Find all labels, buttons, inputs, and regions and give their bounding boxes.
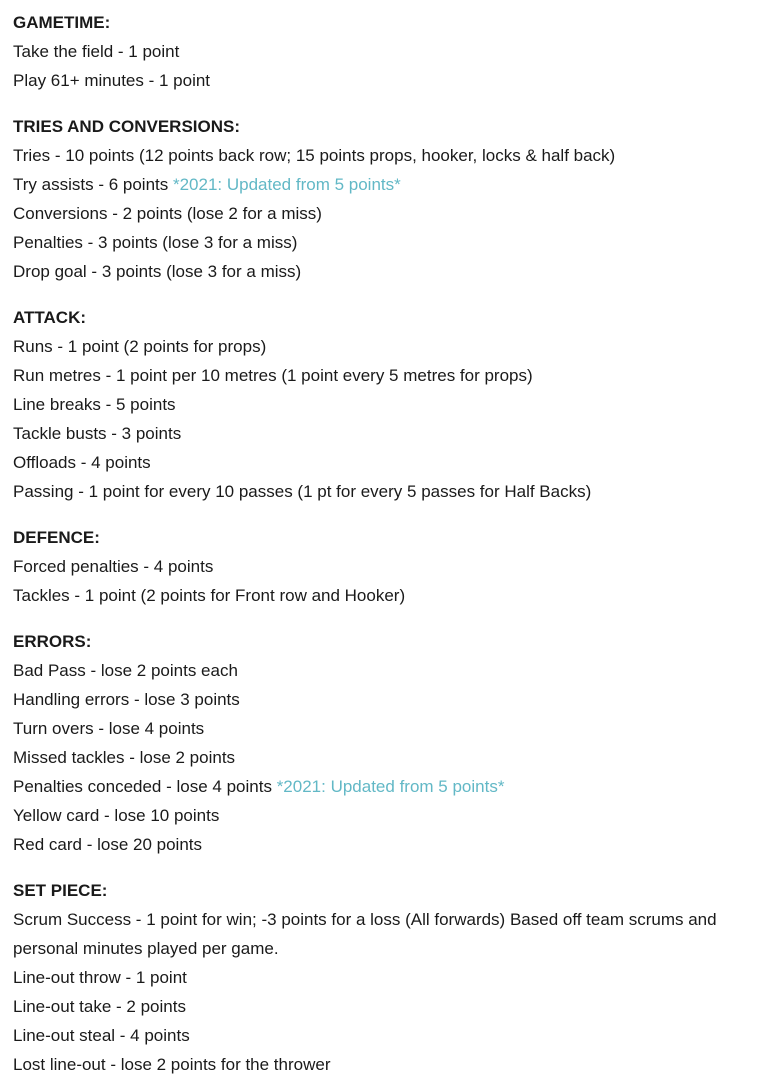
rule-text: Play 61+ minutes - 1 point bbox=[13, 71, 211, 90]
update-note: *2021: Updated from 5 points* bbox=[172, 175, 401, 194]
rule-line bbox=[13, 257, 779, 286]
rule-text: Penalties conceded - lose 4 points bbox=[13, 777, 272, 796]
rule-text: Conversions - 2 points (lose 2 for a miss) bbox=[13, 204, 322, 223]
section-heading: ERRORS: bbox=[13, 632, 92, 651]
rule-text: Line-out throw - 1 point bbox=[13, 968, 187, 987]
rule-text: Runs - 1 point (2 points for props) bbox=[13, 337, 267, 356]
rule-text: Missed tackles - lose 2 points bbox=[13, 748, 236, 767]
rule-text: Handling errors - lose 3 points bbox=[13, 690, 240, 709]
rule-line bbox=[13, 390, 779, 419]
rule-line bbox=[13, 332, 779, 361]
section-heading: TRIES AND CONVERSIONS: bbox=[13, 117, 241, 136]
rule-line bbox=[13, 743, 779, 772]
rule-text: Tackles - 1 point (2 points for Front row and Hooker) bbox=[13, 586, 406, 605]
rule-text: Yellow card - lose 10 points bbox=[13, 806, 220, 825]
rule-text: Line breaks - 5 points bbox=[13, 395, 176, 414]
update-note: *2021: Updated from 5 points* bbox=[276, 777, 505, 796]
rule-text: Red card - lose 20 points bbox=[13, 835, 202, 854]
rule-line bbox=[13, 581, 779, 610]
rule-text: Offloads - 4 points bbox=[13, 453, 151, 472]
section-attack bbox=[13, 303, 779, 506]
rule-text: Tries - 10 points (12 points back row; 15 points props, hooker, locks & half back) bbox=[13, 146, 616, 165]
rule-line bbox=[13, 37, 779, 66]
section-gametime bbox=[13, 8, 779, 95]
rule-text: Take the field - 1 point bbox=[13, 42, 180, 61]
rule-line bbox=[13, 830, 779, 859]
rule-line bbox=[13, 772, 779, 801]
rule-line bbox=[13, 552, 779, 581]
section-defence bbox=[13, 523, 779, 610]
rule-line bbox=[13, 361, 779, 390]
section-heading: DEFENCE: bbox=[13, 528, 100, 547]
rule-line bbox=[13, 477, 779, 506]
rule-text: Drop goal - 3 points (lose 3 for a miss) bbox=[13, 262, 302, 281]
rule-text: Scrum Success - 1 point for win; -3 points for a loss (All forwards) Based off team scrums and personal minutes played per game. bbox=[13, 910, 717, 958]
rule-text: Line-out take - 2 points bbox=[13, 997, 186, 1016]
rule-text: Lost line-out - lose 2 points for the thrower bbox=[13, 1055, 331, 1074]
rule-line bbox=[13, 656, 779, 685]
rule-line bbox=[13, 228, 779, 257]
rule-text: Turn overs - lose 4 points bbox=[13, 719, 205, 738]
section-tries-and-conversions bbox=[13, 112, 779, 286]
rule-text: Line-out steal - 4 points bbox=[13, 1026, 190, 1045]
rule-line bbox=[13, 419, 779, 448]
rule-text: Bad Pass - lose 2 points each bbox=[13, 661, 238, 680]
section-heading: SET PIECE: bbox=[13, 881, 108, 900]
rule-text: Tackle busts - 3 points bbox=[13, 424, 182, 443]
rule-line bbox=[13, 1050, 779, 1079]
section-heading: ATTACK: bbox=[13, 308, 87, 327]
rule-text: Penalties - 3 points (lose 3 for a miss) bbox=[13, 233, 298, 252]
rule-line bbox=[13, 963, 779, 992]
rule-text: Passing - 1 point for every 10 passes (1 pt for every 5 passes for Half Backs) bbox=[13, 482, 592, 501]
section-set-piece bbox=[13, 876, 779, 1079]
rule-line bbox=[13, 448, 779, 477]
rule-line bbox=[13, 801, 779, 830]
rule-line bbox=[13, 714, 779, 743]
rule-line bbox=[13, 199, 779, 228]
rule-line bbox=[13, 685, 779, 714]
rule-line bbox=[13, 905, 779, 963]
section-errors bbox=[13, 627, 779, 859]
rule-line bbox=[13, 170, 779, 199]
rule-text: Forced penalties - 4 points bbox=[13, 557, 214, 576]
rule-line bbox=[13, 66, 779, 95]
rule-line bbox=[13, 1021, 779, 1050]
rule-text: Run metres - 1 point per 10 metres (1 point every 5 metres for props) bbox=[13, 366, 533, 385]
rule-line bbox=[13, 141, 779, 170]
rule-line bbox=[13, 992, 779, 1021]
rule-text: Try assists - 6 points bbox=[13, 175, 169, 194]
section-heading: GAMETIME: bbox=[13, 13, 111, 32]
